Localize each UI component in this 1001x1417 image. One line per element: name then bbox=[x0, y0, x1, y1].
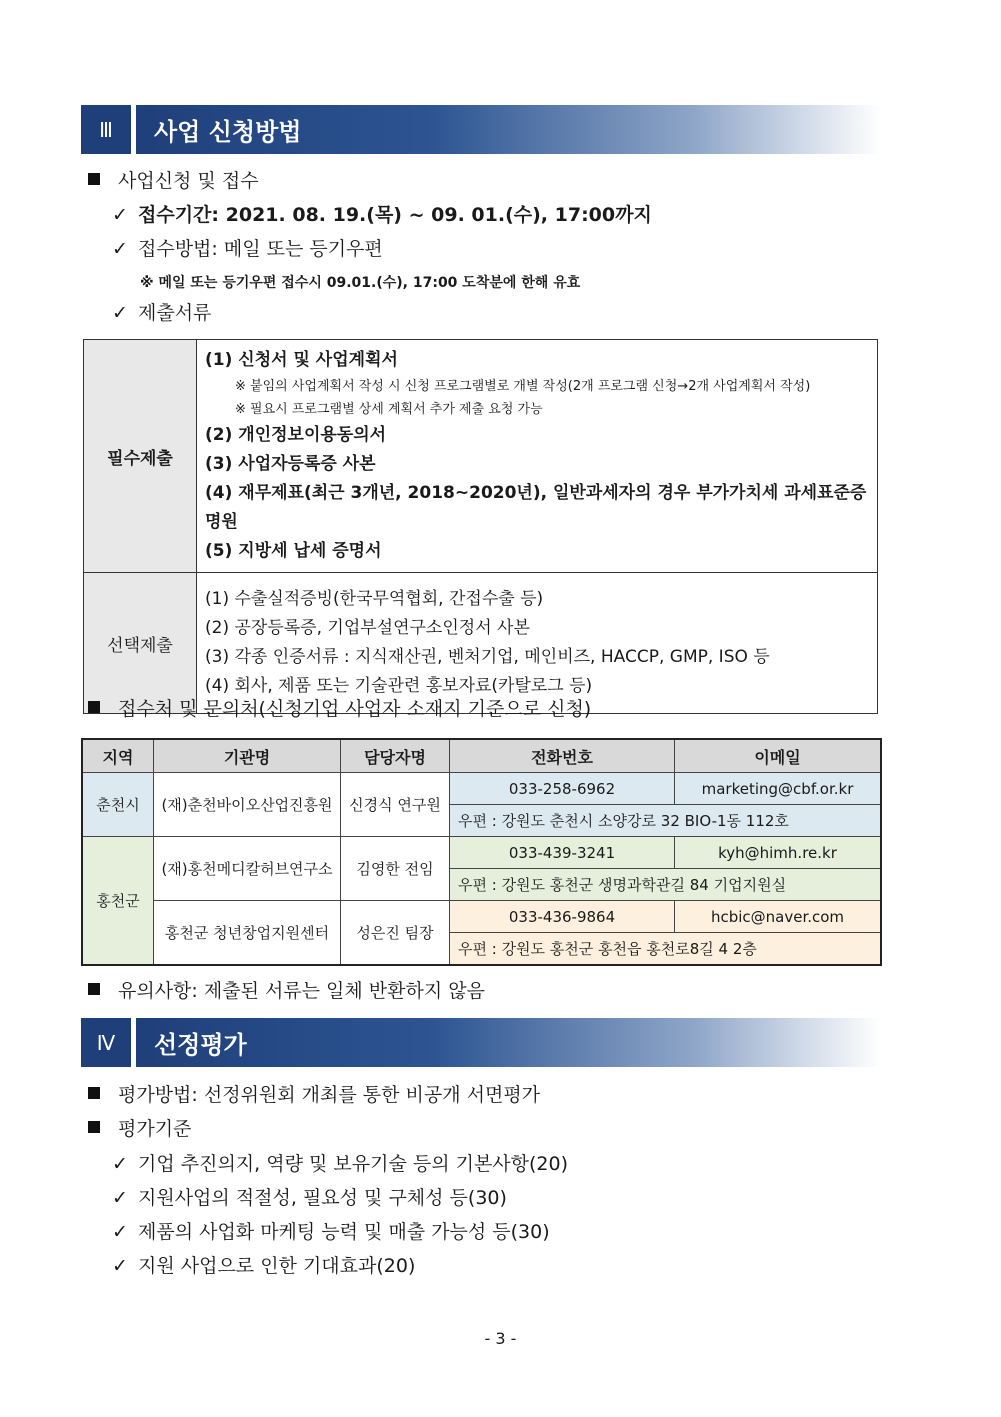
section-title: 선정평가 bbox=[136, 1018, 881, 1067]
phone-cell: 033-258-6962 bbox=[450, 773, 675, 805]
contacts-table bbox=[81, 738, 882, 966]
table-row bbox=[84, 573, 878, 714]
criteria-item: ✓ 기업 추진의지, 역량 및 보유기술 등의 기본사항(20) bbox=[112, 1153, 569, 1175]
org-cell: (재)춘천바이오산업진흥원 bbox=[154, 773, 341, 837]
required-label: 필수제출 bbox=[84, 340, 197, 573]
section-number: Ⅳ bbox=[81, 1018, 131, 1067]
criteria-item: ✓ 지원 사업으로 인한 기대효과(20) bbox=[112, 1255, 416, 1277]
org-cell: (재)홍천메디칼허브연구소 bbox=[154, 837, 341, 901]
page-number: - 3 - bbox=[484, 1329, 517, 1348]
column-header: 담당자명 bbox=[341, 739, 450, 773]
list-item-note: ※ 붙임의 사업계획서 작성 시 신청 프로그램별로 개별 작성(2개 프로그램 신청→2개 사업계획서 작성) bbox=[235, 379, 811, 394]
region-cell: 홍천군 bbox=[82, 837, 154, 966]
list-item: (4) 회사, 제품 또는 기술관련 홍보자료(카탈로그 등) bbox=[205, 676, 593, 696]
eval-method: 평가방법: 선정위원회 개최를 통한 비공개 서면평가 bbox=[88, 1086, 540, 1105]
criteria-item: ✓ 제품의 사업화 마케팅 능력 및 매출 가능성 등(30) bbox=[112, 1221, 550, 1243]
apply-method: ✓ 접수방법: 메일 또는 등기우편 bbox=[112, 238, 383, 260]
list-item: (1) 수출실적증빙(한국무역협회, 간접수출 등) bbox=[205, 589, 544, 609]
column-header: 전화번호 bbox=[450, 739, 675, 773]
list-item: (1) 신청서 및 사업계획서 bbox=[205, 350, 398, 370]
criteria-heading: 평가기준 bbox=[88, 1120, 191, 1139]
contact-heading: 접수처 및 문의처(신청기업 사업자 소재지 기준으로 신청) bbox=[88, 700, 591, 719]
documents-table bbox=[83, 339, 878, 714]
optional-label: 선택제출 bbox=[84, 573, 197, 714]
email-cell: marketing@cbf.or.kr bbox=[675, 773, 882, 805]
square-bullet-icon bbox=[88, 1121, 100, 1133]
square-bullet-icon bbox=[88, 173, 100, 185]
person-cell: 성은진 팀장 bbox=[341, 901, 450, 966]
email-cell: kyh@himh.re.kr bbox=[675, 837, 882, 869]
address-cell: 우편 : 강원도 홍천군 홍천읍 홍천로8길 4 2층 bbox=[450, 933, 882, 966]
column-header: 기관명 bbox=[154, 739, 341, 773]
check-icon: ✓ bbox=[112, 1187, 128, 1209]
section-title: 사업 신청방법 bbox=[136, 105, 881, 154]
check-icon: ✓ bbox=[112, 302, 128, 324]
person-cell: 신경식 연구원 bbox=[341, 773, 450, 837]
table-row bbox=[82, 901, 881, 933]
check-icon: ✓ bbox=[112, 1255, 128, 1277]
list-item: (4) 재무제표(최근 3개년, 2018~2020년), 일반과세자의 경우 부가가치세 과세표준증명원 bbox=[205, 483, 867, 532]
square-bullet-icon bbox=[88, 701, 100, 713]
check-icon: ✓ bbox=[112, 238, 128, 260]
list-item: (2) 공장등록증, 기업부설연구소인정서 사본 bbox=[205, 618, 530, 638]
required-items bbox=[197, 340, 878, 573]
list-item: (5) 지방세 납세 증명서 bbox=[205, 541, 382, 561]
notice: 유의사항: 제출된 서류는 일체 반환하지 않음 bbox=[88, 982, 485, 1001]
address-cell: 우편 : 강원도 홍천군 생명과학관길 84 기업지원실 bbox=[450, 869, 882, 901]
region-cell: 춘천시 bbox=[82, 773, 154, 837]
method-note: ※ 메일 또는 등기우편 접수시 09.01.(수), 17:00 도착분에 한해 유효 bbox=[140, 275, 581, 291]
check-icon: ✓ bbox=[112, 1153, 128, 1175]
phone-cell: 033-436-9864 bbox=[450, 901, 675, 933]
person-cell: 김영한 전임 bbox=[341, 837, 450, 901]
list-item: (3) 각종 인증서류 : 지식재산권, 벤처기업, 메인비즈, HACCP, GMP, ISO 등 bbox=[205, 647, 770, 667]
table-row bbox=[84, 340, 878, 573]
column-header: 지역 bbox=[82, 739, 154, 773]
section-header-4 bbox=[81, 1018, 881, 1067]
optional-items bbox=[197, 573, 878, 714]
table-header-row bbox=[82, 739, 881, 773]
section-number: Ⅲ bbox=[81, 105, 131, 154]
phone-cell: 033-439-3241 bbox=[450, 837, 675, 869]
list-item: (3) 사업자등록증 사본 bbox=[205, 454, 376, 474]
apply-period: ✓ 접수기간: 2021. 08. 19.(목) ~ 09. 01.(수), 17:00까지 bbox=[112, 204, 652, 226]
org-cell: 홍천군 청년창업지원센터 bbox=[154, 901, 341, 966]
square-bullet-icon bbox=[88, 983, 100, 995]
criteria-item: ✓ 지원사업의 적절성, 필요성 및 구체성 등(30) bbox=[112, 1187, 507, 1209]
list-item-note: ※ 필요시 프로그램별 상세 계획서 추가 제출 요청 가능 bbox=[235, 402, 543, 417]
apply-heading: 사업신청 및 접수 bbox=[88, 172, 259, 191]
section-header-3 bbox=[81, 105, 881, 154]
square-bullet-icon bbox=[88, 1087, 100, 1099]
list-item: (2) 개인정보이용동의서 bbox=[205, 425, 387, 445]
check-icon: ✓ bbox=[112, 204, 128, 226]
docs-heading: ✓ 제출서류 bbox=[112, 302, 212, 324]
table-row bbox=[82, 837, 881, 869]
table-row bbox=[82, 773, 881, 805]
address-cell: 우편 : 강원도 춘천시 소양강로 32 BIO-1동 112호 bbox=[450, 805, 882, 837]
column-header: 이메일 bbox=[675, 739, 882, 773]
check-icon: ✓ bbox=[112, 1221, 128, 1243]
email-cell: hcbic@naver.com bbox=[675, 901, 882, 933]
